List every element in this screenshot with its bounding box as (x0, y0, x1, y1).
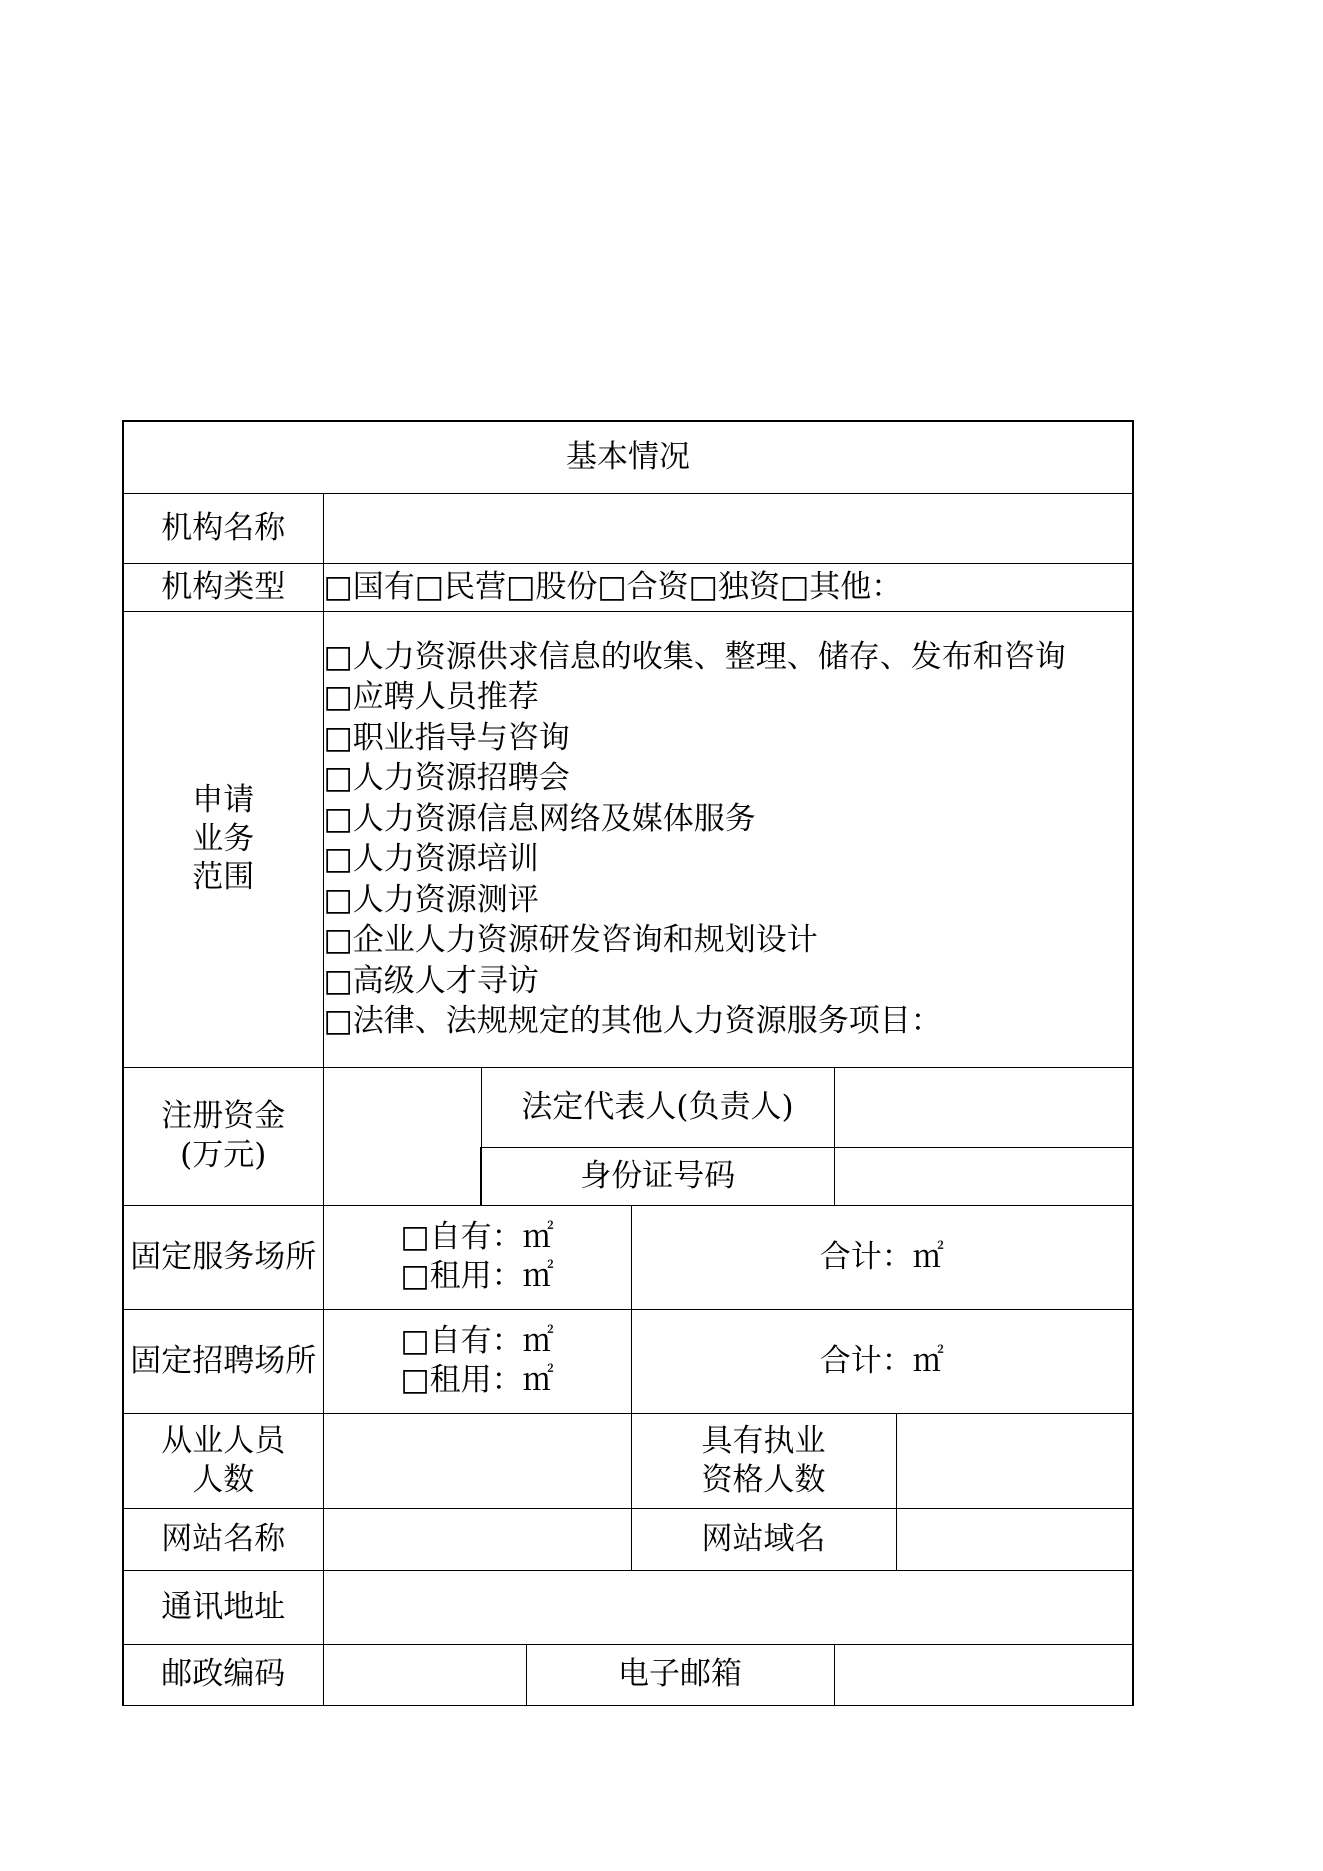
org-type-options[interactable]: □国有□民营□股份□合资□独资□其他： (323, 563, 1133, 611)
service-site-area (323, 1205, 631, 1309)
scope-options (323, 611, 1133, 1067)
website-domain-label: 网站域名 (631, 1508, 896, 1570)
qualified-count-label (631, 1413, 896, 1508)
address-field[interactable] (323, 1570, 1133, 1644)
scope-label-line: 业务 (192, 820, 255, 857)
org-name-field[interactable] (323, 493, 1133, 563)
scope-option[interactable]: □职业指导与咨询 (323, 719, 570, 756)
qualified-count-label-line: 具有执业 (701, 1422, 826, 1459)
form-title: 基本情况 (123, 421, 1133, 493)
website-domain-field[interactable] (896, 1508, 1133, 1570)
scope-label (123, 611, 323, 1067)
id-number-label: 身份证号码 (481, 1147, 834, 1205)
qualified-count-field[interactable] (896, 1413, 1133, 1508)
scope-option[interactable]: □应聘人员推荐 (323, 679, 539, 715)
legal-rep-label: 法定代表人(负责人) (481, 1067, 834, 1147)
recruit-site-total[interactable]: 合计：㎡ (631, 1309, 1133, 1413)
scope-option[interactable]: □人力资源供求信息的收集、整理、储存、发布和咨询 (323, 638, 1066, 675)
capital-label-line: 注册资金 (161, 1098, 286, 1135)
basic-info-table (122, 420, 1134, 1706)
recruit-site-rented[interactable]: □租用：㎡ (400, 1362, 554, 1398)
scope-option[interactable]: □人力资源信息网络及媒体服务 (323, 800, 756, 837)
email-label: 电子邮箱 (526, 1644, 834, 1705)
scope-label-line: 申请 (192, 781, 255, 818)
scope-option[interactable]: □高级人才寻访 (323, 962, 539, 999)
address-label: 通讯地址 (123, 1570, 323, 1644)
scope-option[interactable]: □企业人力资源研发咨询和规划设计 (323, 922, 818, 958)
staff-count-label (123, 1413, 323, 1508)
capital-label-line: (万元) (180, 1137, 267, 1173)
service-site-total[interactable]: 合计：㎡ (631, 1205, 1133, 1309)
service-site-owned[interactable]: □自有：㎡ (400, 1219, 554, 1256)
service-site-rented[interactable]: □租用：㎡ (400, 1258, 554, 1294)
scope-option[interactable]: □人力资源测评 (323, 881, 539, 918)
capital-field[interactable] (323, 1067, 481, 1205)
website-name-field[interactable] (323, 1508, 631, 1570)
postcode-field[interactable] (323, 1644, 526, 1705)
scope-option[interactable]: □人力资源招聘会 (323, 760, 570, 796)
recruit-site-label: 固定招聘场所 (123, 1309, 323, 1413)
scope-option[interactable]: □人力资源培训 (323, 841, 539, 877)
postcode-label: 邮政编码 (123, 1644, 323, 1705)
capital-label (123, 1067, 323, 1205)
qualified-count-label-line: 资格人数 (701, 1461, 826, 1498)
staff-count-field[interactable] (323, 1413, 631, 1508)
recruit-site-owned[interactable]: □自有：㎡ (400, 1323, 554, 1360)
id-number-field[interactable] (834, 1147, 1133, 1205)
org-name-label: 机构名称 (123, 493, 323, 563)
service-site-label: 固定服务场所 (123, 1205, 323, 1309)
org-type-label: 机构类型 (123, 563, 323, 611)
recruit-site-area (323, 1309, 631, 1413)
email-field[interactable] (834, 1644, 1133, 1705)
legal-rep-field[interactable] (834, 1067, 1133, 1147)
scope-option[interactable]: □法律、法规规定的其他人力资源服务项目： (323, 1003, 942, 1039)
staff-count-label-line: 从业人员 (161, 1422, 286, 1459)
website-name-label: 网站名称 (123, 1508, 323, 1570)
scope-label-line: 范围 (192, 859, 255, 896)
staff-count-label-line: 人数 (192, 1461, 255, 1498)
basic-info-form (122, 420, 1132, 1706)
